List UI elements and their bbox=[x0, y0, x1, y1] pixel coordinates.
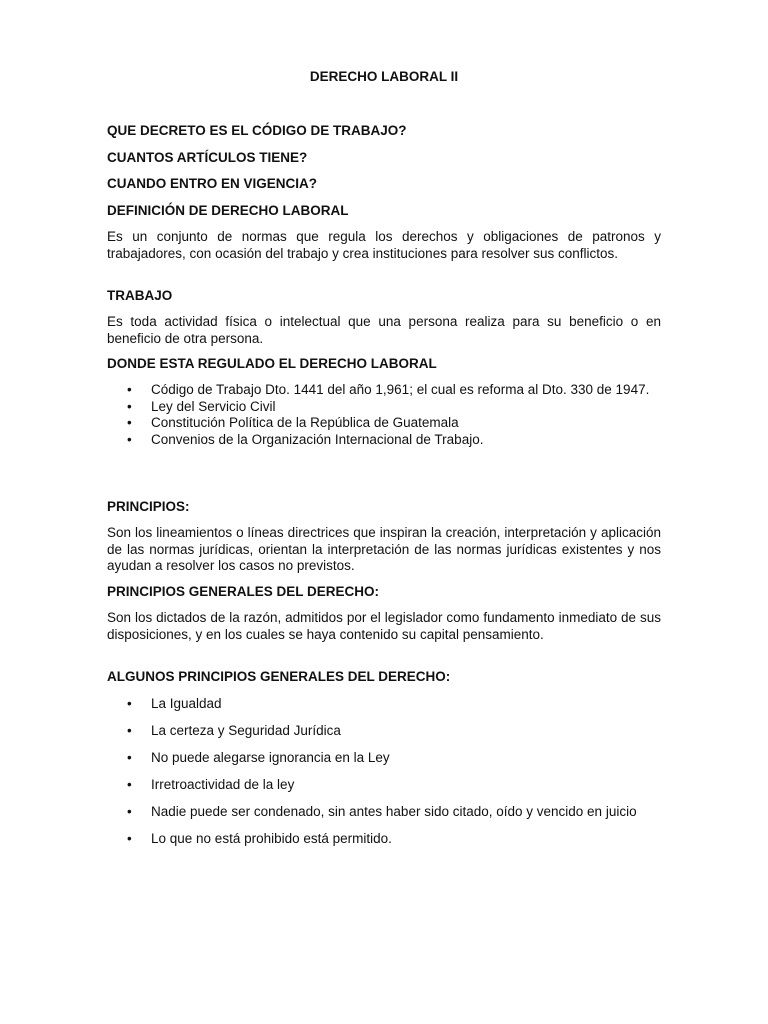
list-item bbox=[107, 831, 661, 848]
paragraph-trabajo: Es toda actividad física o intelectual que una persona realiza para su beneficio o en beneficio de otra persona. bbox=[107, 314, 661, 346]
heading-principios-generales: PRINCIPIOS GENERALES DEL DERECHO: bbox=[107, 584, 380, 599]
bullet-glyph: • bbox=[127, 382, 132, 397]
bullet-glyph: • bbox=[127, 696, 132, 711]
list-item-text: Irretroactividad de la ley bbox=[151, 777, 295, 792]
list-item-text: Nadie puede ser condenado, sin antes haber sido citado, oído y vencido en juicio bbox=[151, 804, 637, 819]
bullet-glyph: • bbox=[127, 804, 132, 819]
list-algunos-principios bbox=[107, 696, 661, 858]
list-item bbox=[107, 399, 661, 416]
list-item-text: No puede alegarse ignorancia en la Ley bbox=[151, 750, 390, 765]
paragraph-definicion: Es un conjunto de normas que regula los derechos y obligaciones de patronos y trabajadores, con ocasión del trabajo y crea instituciones para resolver sus conflictos. bbox=[107, 229, 661, 261]
list-item bbox=[107, 777, 661, 794]
bullet-glyph: • bbox=[127, 398, 132, 414]
question-decreto: QUE DECRETO ES EL CÓDIGO DE TRABAJO? bbox=[107, 123, 407, 138]
list-item-text: Código de Trabajo Dto. 1441 del año 1,961; el cual es reforma al Dto. 330 de 1947. bbox=[151, 382, 650, 397]
bullet-glyph: • bbox=[127, 777, 132, 792]
question-vigencia: CUANDO ENTRO EN VIGENCIA? bbox=[107, 176, 318, 191]
heading-algunos-principios: ALGUNOS PRINCIPIOS GENERALES DEL DERECHO: bbox=[107, 669, 451, 684]
list-item bbox=[107, 432, 661, 449]
list-item-text: Convenios de la Organización Internacional de Trabajo. bbox=[151, 431, 484, 447]
document-title: DERECHO LABORAL II bbox=[309, 69, 459, 84]
list-regulado bbox=[107, 382, 661, 448]
bullet-glyph: • bbox=[127, 750, 132, 765]
heading-definicion: DEFINICIÓN DE DERECHO LABORAL bbox=[107, 203, 349, 218]
bullet-glyph: • bbox=[127, 431, 132, 447]
list-item bbox=[107, 804, 661, 821]
list-item-text: La certeza y Seguridad Jurídica bbox=[151, 723, 341, 738]
bullet-glyph: • bbox=[127, 723, 132, 738]
list-item-text: Constitución Política de la República de Guatemala bbox=[151, 415, 459, 430]
heading-trabajo: TRABAJO bbox=[107, 288, 173, 303]
list-item bbox=[107, 696, 661, 713]
heading-principios: PRINCIPIOS: bbox=[107, 499, 190, 514]
list-item bbox=[107, 382, 661, 399]
list-item-text: La Igualdad bbox=[151, 696, 222, 711]
question-articulos: CUANTOS ARTÍCULOS TIENE? bbox=[107, 150, 308, 165]
bullet-glyph: • bbox=[127, 415, 132, 430]
list-item-text: Lo que no está prohibido está permitido. bbox=[151, 831, 392, 846]
heading-regulado: DONDE ESTA REGULADO EL DERECHO LABORAL bbox=[107, 356, 437, 371]
list-item bbox=[107, 415, 661, 432]
paragraph-principios-generales: Son los dictados de la razón, admitidos por el legislador como fundamento inmediato de sus disposiciones, y en los cuales se haya contenido su capital pensamiento. bbox=[107, 610, 661, 642]
list-item bbox=[107, 723, 661, 740]
bullet-glyph: • bbox=[127, 831, 132, 846]
list-item-text: Ley del Servicio Civil bbox=[151, 398, 276, 414]
paragraph-principios: Son los lineamientos o líneas directrices que inspiran la creación, interpretación y aplicación de las normas jurídicas, orientan la interpretación de las normas jurídicas existentes y nos ayudan a resolver los casos no previstos. bbox=[107, 525, 661, 573]
list-item bbox=[107, 750, 661, 767]
